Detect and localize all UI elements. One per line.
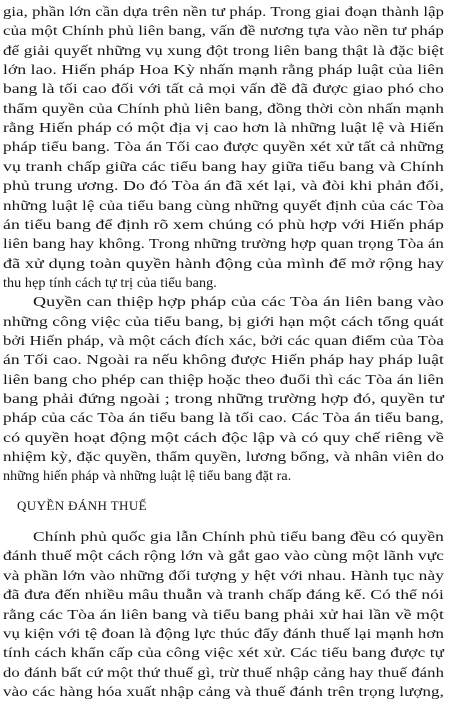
text-line: những công việc của tiểu bang, bị giới hạn một cách tổng quát	[3, 313, 444, 330]
text-line: thu hẹp tính cách tự trị của tiểu bang.	[3, 274, 217, 291]
text-line: rằng Hiến pháp có một địa vị cao hơn là những luật lệ và Hiến	[3, 120, 445, 137]
text-line: Chính phủ quốc gia lẫn Chính phủ tiểu bang đều có quyền	[33, 529, 444, 546]
text-line: vào các hàng hóa xuất nhập cảng và thuế đánh trên trọng lượng,	[3, 683, 445, 700]
text-line: liên bang cho phép can thiệp hoặc theo đuổi thì các Tòa án liên	[3, 371, 445, 388]
text-line: pháp tiểu bang. Tòa án Tối cao được quyền xét xử tất cả những	[3, 139, 444, 156]
text-line: gia, phần lớn cần dựa trên nền tư pháp. Trong giai đoạn thành lập	[3, 4, 445, 20]
section-heading: QUYỀN ĐÁNH THUẾ	[17, 497, 147, 513]
text-line: những hiến pháp và những luật lệ tiểu bang đặt ra.	[3, 468, 292, 485]
text-line: pháp của các Tòa án tiểu bang là tối cao. Các Tòa án tiểu bang,	[3, 410, 444, 427]
text-line: vụ tranh chấp giữa các tiểu bang hay giữa tiểu bang và Chính	[3, 158, 445, 175]
text-line: rằng các Tòa án liên bang và tiểu bang phải xử hai lần về một	[3, 606, 445, 623]
text-line: và phần lớn vào những đối tượng y hệt với nhau. Hành tục này	[3, 567, 444, 584]
text-line: những luật lệ của tiểu bang cùng những quyết định của các Tòa	[3, 197, 444, 214]
text-line: tính cách khẩn cấp của công việc xét xử. Các tiểu bang được tự	[3, 645, 444, 662]
text-line: có quyền hoạt động một cách độc lập và có quy chế riêng về	[3, 429, 445, 446]
text-line: vụ kiện với tệ đoan là động lực thúc đẩy đánh thuế lại mạnh hơn	[3, 625, 445, 642]
text-line: bởi Hiến pháp, và một cách đích xác, bởi các quan điểm của Tòa	[3, 332, 444, 349]
text-line: liên bang hay không. Trong những trường hợp quan trọng Tòa án	[3, 236, 444, 253]
text-line: án tiểu bang để định rõ xem chúng có phù hợp với Hiến pháp	[3, 216, 445, 233]
text-line: lớn lao. Hiến pháp Hoa Kỳ nhấn mạnh rằng pháp luật của liên	[3, 62, 444, 79]
text-line: đã xử dụng toàn quyền hành động của mình để mở rộng hay	[3, 255, 444, 272]
text-line: bang là tối cao đối với tất cả mọi vấn đề đã được giao phó cho	[3, 81, 444, 98]
text-line: để giải quyết những vụ xung đột trong liên bang thật là đặc biệt	[3, 42, 444, 59]
text-line: do đánh bất cứ một thứ thuế gì, trừ thuế nhập cảng hay thuế đánh	[3, 664, 444, 681]
text-line: thẩm quyền của Chính phủ liên bang, đồng thời còn nhấn mạnh	[3, 100, 445, 117]
text-line: đã đưa đến nhiều mâu thuẫn và tranh chấp đáng kể. Có thể nói	[3, 587, 444, 604]
text-line: bang phải đứng ngoài ; trong những trường hợp đó, quyền tư	[3, 391, 445, 407]
text-line: phủ trung ương. Do đó Tòa án đã xét lại, và đòi khi phản đối,	[3, 178, 445, 195]
text-line: của một Chính phủ liên bang, vấn đề nương tựa vào nền tư pháp	[3, 23, 445, 40]
text-line: Quyền can thiệp hợp pháp của các Tòa án liên bang vào	[33, 294, 444, 311]
text-line: nhiệm kỳ, đặc quyền, thẩm quyền, lương bổng, và nhân viên do	[3, 449, 444, 466]
text-line: án Tối cao. Ngoài ra nếu không được Hiến pháp hay pháp luật	[3, 352, 445, 369]
text-line: đánh thuế một cách rộng lớn và gắt gao vào cùng một lãnh vực	[3, 548, 444, 565]
